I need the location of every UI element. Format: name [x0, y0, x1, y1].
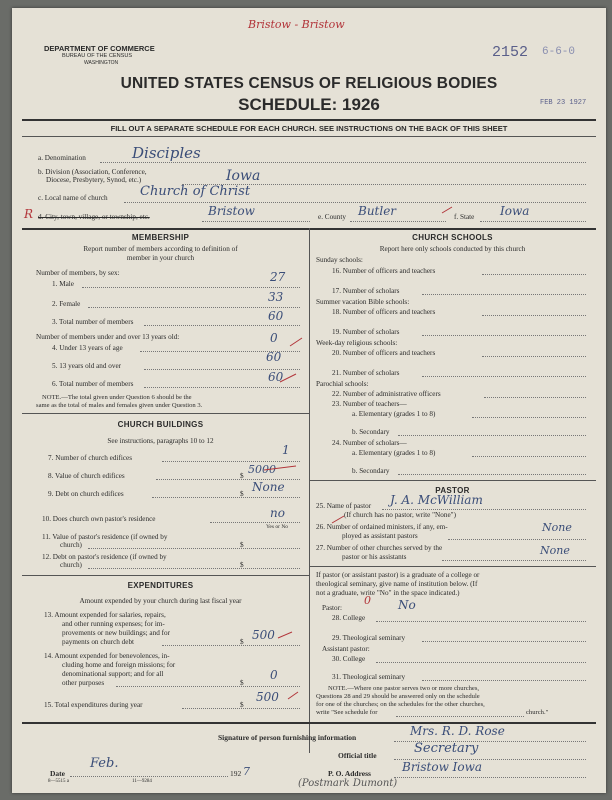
q6-value[interactable]: 60: [268, 370, 284, 384]
pastor-note-3: for one of the churches; on the schedules for the other churches,: [316, 701, 485, 708]
q15-label: 15. Total expenditures during year: [44, 701, 143, 709]
q11-label-2: church): [60, 541, 82, 549]
q10-label: 10. Does church own pastor's residence: [42, 515, 156, 523]
q7-value[interactable]: 1: [282, 443, 290, 457]
check-mark-q15: [288, 692, 298, 699]
check-mark-q13: [278, 632, 292, 638]
membership-note-2: same as the total of males and females given under Question 3.: [36, 402, 203, 409]
check-mark-q8: [264, 466, 296, 470]
membership-note-1: NOTE.—The total given under Question 6 should be the: [42, 394, 192, 401]
q29-label: 29. Theological seminary: [332, 634, 406, 642]
q9-label: 9. Debt on church edifices: [48, 490, 124, 498]
sunday-label: Sunday schools:: [316, 256, 363, 264]
pastor-note-2: Questions 28 and 29 should be answered only on the schedule: [316, 693, 480, 700]
received-date-stamp: FEB 23 1927: [540, 99, 587, 107]
q10-value[interactable]: no: [270, 506, 285, 520]
check-mark-county: [442, 207, 452, 213]
graduate-note-1: If pastor (or assistant pastor) is a graduate of a college or: [316, 571, 480, 579]
official-title-label: Official title: [338, 751, 377, 760]
q25-value[interactable]: J. A. McWilliam: [390, 493, 483, 507]
postmark-note: (Postmark Dumont): [298, 778, 398, 789]
membership-intro-2: member in your church: [126, 254, 195, 262]
q25-note: (If church has no pastor, write "None"): [344, 511, 456, 519]
department-label: DEPARTMENT OF COMMERCE: [44, 44, 155, 53]
graduate-note-2: theological seminary, give name of institution below. (If: [316, 580, 478, 588]
q2-label: 2. Female: [52, 300, 81, 308]
assistant-label: Assistant pastor:: [322, 645, 370, 653]
q24-label: 24. Number of scholars—: [332, 439, 407, 447]
state-label: f. State: [454, 213, 475, 221]
stamp-number: 2152: [492, 44, 529, 61]
membership-heading: MEMBERSHIP: [131, 233, 190, 242]
q17-label: 17. Number of scholars: [332, 287, 400, 295]
q7-label: 7. Number of church edifices: [48, 454, 133, 462]
q13-label-4: payments on church debt: [62, 638, 135, 646]
q13-label-3: provements or new buildings; and for: [62, 629, 170, 637]
q1-value[interactable]: 27: [270, 270, 286, 284]
q23-label: 23. Number of teachers—: [332, 400, 407, 408]
q8-dollar: $: [240, 472, 244, 480]
q11-label: 11. Value of pastor's residence (if owned by: [42, 533, 168, 541]
graduate-note-3: not a graduate, write "No" in the space indicated.): [316, 589, 460, 597]
q3-label: 3. Total number of members: [52, 318, 134, 326]
city-value[interactable]: Bristow: [208, 204, 255, 218]
pastor-note-5: church.": [526, 709, 549, 716]
q13-label-2: and other running expenses; for im-: [62, 620, 165, 628]
q27-label: 27. Number of other churches served by the: [316, 544, 443, 552]
q16-label: 16. Number of officers and teachers: [332, 267, 436, 275]
denomination-value[interactable]: Disciples: [132, 144, 201, 162]
q18-label: 18. Number of officers and teachers: [332, 308, 436, 316]
r-margin-mark: R: [24, 207, 34, 221]
form-code-2: 11—9284: [132, 779, 152, 784]
county-label: e. County: [318, 213, 346, 221]
q8-value[interactable]: 5000: [248, 463, 276, 476]
q14-label-4: other purposes: [62, 679, 105, 687]
q24b-label: b. Secondary: [352, 467, 390, 475]
q27-value[interactable]: None: [540, 544, 570, 557]
division-label: b. Division (Association, Conference,: [38, 168, 147, 176]
schools-intro: Report here only schools conducted by this church: [379, 245, 526, 253]
q5-value[interactable]: 60: [266, 350, 282, 364]
q13-value[interactable]: 500: [252, 628, 275, 642]
pastor-college-value[interactable]: No: [398, 598, 416, 612]
weekday-label: Week-day religious schools:: [316, 339, 398, 347]
q4-value[interactable]: 0: [270, 331, 278, 345]
city-label: d. City, town, village, or township, etc.: [38, 213, 150, 221]
q14-dollar: $: [240, 679, 244, 687]
q13-dollar: $: [240, 638, 244, 646]
division-value[interactable]: Iowa: [226, 168, 261, 184]
q23b-label: b. Secondary: [352, 428, 390, 436]
q10-hint: Yes or No: [266, 524, 289, 530]
form-title: UNITED STATES CENSUS OF RELIGIOUS BODIES: [120, 75, 498, 92]
division-label-2: Diocese, Presbytery, Synod, etc.): [46, 176, 142, 184]
q12-label-2: church): [60, 561, 82, 569]
form-subtitle: SCHEDULE: 1926: [238, 95, 380, 114]
q9-value[interactable]: None: [252, 480, 285, 494]
q24a-label: a. Elementary (grades 1 to 8): [352, 449, 436, 457]
instruction-line: FILL OUT A SEPARATE SCHEDULE FOR EACH CHURCH. SEE INSTRUCTIONS ON THE BACK OF THIS SHEET: [110, 124, 508, 133]
by-sex-label: Number of members, by sex:: [36, 269, 120, 277]
date-value[interactable]: Feb.: [90, 756, 119, 771]
expenditures-heading: EXPENDITURES: [127, 581, 194, 590]
q30-label: 30. College: [332, 655, 366, 663]
parochial-label: Parochial schools:: [316, 380, 369, 388]
q19-label: 19. Number of scholars: [332, 328, 400, 336]
date-year-prefix: 192: [230, 769, 242, 778]
city-label: WASHINGTON: [84, 60, 119, 66]
red-check-marks: [12, 8, 606, 793]
q28-label: 28. College: [332, 614, 366, 622]
census-schedule-sheet: [12, 8, 606, 793]
q4-label: 4. Under 13 years of age: [52, 344, 123, 352]
q8-label: 8. Value of church edifices: [48, 472, 125, 480]
check-mark-q6: [280, 374, 296, 382]
po-address-value[interactable]: Bristow Iowa: [402, 760, 483, 774]
q2-value[interactable]: 33: [268, 290, 284, 304]
date-year-digit[interactable]: 7: [243, 765, 250, 778]
q23a-label: a. Elementary (grades 1 to 8): [352, 410, 436, 418]
local-name-value[interactable]: Church of Christ: [140, 184, 251, 199]
form-code: 8—5515 a: [48, 779, 69, 784]
q15-dollar: $: [240, 701, 244, 709]
state-value[interactable]: Iowa: [500, 204, 530, 218]
buildings-intro: See instructions, paragraphs 10 to 12: [107, 437, 214, 445]
q14-label-3: denominational support; and for all: [62, 670, 164, 678]
buildings-heading: CHURCH BUILDINGS: [117, 420, 204, 429]
pastor-heading: PASTOR: [435, 486, 470, 495]
q26-label-2: ployed as assistant pastors: [342, 532, 418, 540]
q11-dollar: $: [240, 541, 244, 549]
stamp-code: 6-6-0: [542, 46, 576, 58]
pastor-note-1: NOTE.—Where one pastor serves two or more churches,: [328, 685, 480, 692]
q3-value[interactable]: 60: [268, 309, 284, 323]
q31-label: 31. Theological seminary: [332, 673, 406, 681]
county-value[interactable]: Butler: [358, 204, 397, 218]
q13-label: 13. Amount expended for salaries, repairs,: [44, 611, 166, 619]
q12-dollar: $: [240, 561, 244, 569]
denomination-label: a. Denomination: [38, 154, 86, 162]
q27-label-2: pastor or his assistants: [342, 553, 407, 561]
under-over-label: Number of members under and over 13 years old:: [36, 333, 180, 341]
pastor-mark: 0: [364, 594, 371, 607]
q26-label: 26. Number of ordained ministers, if any, em-: [316, 523, 448, 531]
q15-value[interactable]: 500: [256, 690, 279, 704]
q6-label: 6. Total number of members: [52, 380, 134, 388]
q14-label-2: cluding home and foreign missions; for: [62, 661, 176, 669]
q20-label: 20. Number of officers and teachers: [332, 349, 436, 357]
q5-label: 5. 13 years old and over: [52, 362, 122, 370]
q9-dollar: $: [240, 490, 244, 498]
signature-value[interactable]: Mrs. R. D. Rose: [410, 724, 505, 738]
check-mark-q25: [332, 516, 344, 523]
q22-label: 22. Number of administrative officers: [332, 390, 441, 398]
check-mark-q4: [290, 338, 302, 346]
q14-label: 14. Amount expended for benevolences, in-: [44, 652, 170, 660]
po-address-label: P. O. Address: [328, 769, 371, 778]
date-label: Date: [50, 769, 65, 778]
membership-intro-1: Report number of members according to definition of: [83, 245, 238, 253]
q26-value[interactable]: None: [542, 521, 572, 534]
bureau-label: BUREAU OF THE CENSUS: [62, 53, 133, 59]
top-handwritten-note: Bristow - Bristow: [248, 18, 345, 31]
q25-label: 25. Name of pastor: [316, 502, 372, 510]
q12-label: 12. Debt on pastor's residence (if owned by: [42, 553, 167, 561]
official-title-value[interactable]: Secretary: [414, 741, 479, 756]
schools-heading: CHURCH SCHOOLS: [412, 233, 493, 242]
pastor-note-4: write "See schedule for: [316, 709, 378, 716]
q1-label: 1. Male: [52, 280, 74, 288]
q14-value[interactable]: 0: [270, 668, 278, 682]
signature-label: Signature of person furnishing information: [218, 733, 357, 742]
q21-label: 21. Number of scholars: [332, 369, 400, 377]
summer-label: Summer vacation Bible schools:: [316, 298, 410, 306]
pastor-sub-label: Pastor:: [322, 604, 342, 612]
local-name-label: c. Local name of church: [38, 194, 108, 202]
expenditures-intro: Amount expended by your church during last fiscal year: [79, 597, 242, 605]
